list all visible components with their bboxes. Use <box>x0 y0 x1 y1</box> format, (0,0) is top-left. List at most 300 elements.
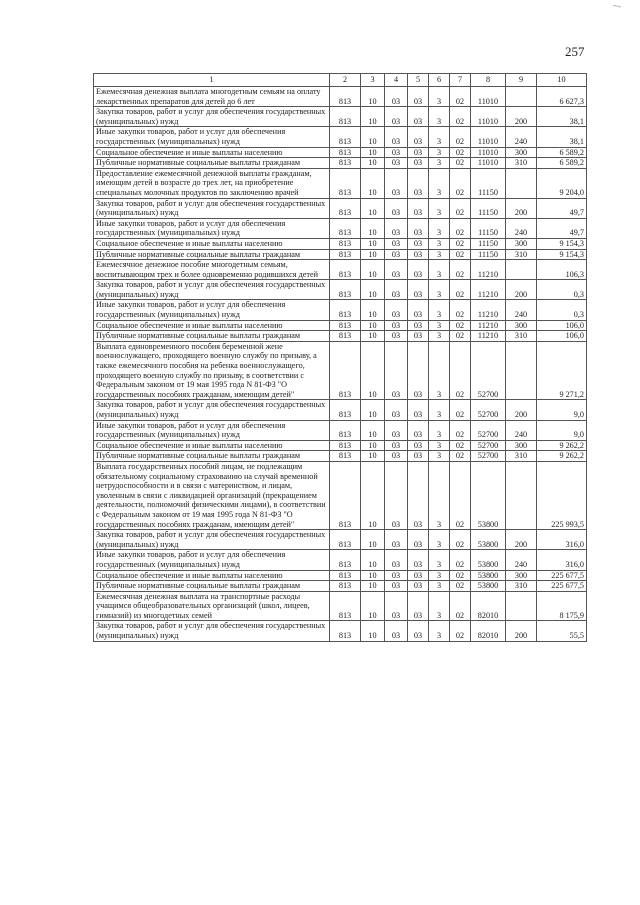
subprogram-code: 3 <box>429 249 450 260</box>
subprogram-code: 3 <box>429 300 450 320</box>
event-code: 02 <box>450 451 471 462</box>
table-row <box>94 87 587 107</box>
column-header-5: 5 <box>408 74 429 87</box>
subsection-code: 03 <box>385 260 408 280</box>
program-code: 03 <box>408 147 429 158</box>
row-name: Публичные нормативные социальные выплаты гражданам <box>94 331 330 342</box>
expense-type-code: 300 <box>506 147 537 158</box>
header-row <box>94 74 587 87</box>
direction-code: 11210 <box>471 331 506 342</box>
expense-type-code: 300 <box>506 238 537 249</box>
section-code: 10 <box>361 341 385 400</box>
ministry-code: 813 <box>330 420 361 440</box>
subsection-code: 03 <box>385 147 408 158</box>
row-name: Публичные нормативные социальные выплаты гражданам <box>94 581 330 592</box>
amount: 6 589,2 <box>537 147 587 158</box>
expense-type-code <box>506 260 537 280</box>
table-row <box>94 461 587 529</box>
direction-code: 53800 <box>471 570 506 581</box>
program-code: 03 <box>408 168 429 198</box>
amount: 9,0 <box>537 420 587 440</box>
table-row <box>94 260 587 280</box>
table-row <box>94 581 587 592</box>
direction-code: 52700 <box>471 400 506 420</box>
row-name: Социальное обеспечение и иные выплаты населению <box>94 320 330 331</box>
amount: 9,0 <box>537 400 587 420</box>
event-code: 02 <box>450 107 471 127</box>
direction-code: 52700 <box>471 440 506 451</box>
amount: 9 271,2 <box>537 341 587 400</box>
section-code: 10 <box>361 147 385 158</box>
program-code: 03 <box>408 107 429 127</box>
table-row <box>94 158 587 169</box>
expense-type-code: 240 <box>506 550 537 570</box>
event-code: 02 <box>450 550 471 570</box>
ministry-code: 813 <box>330 198 361 218</box>
event-code: 02 <box>450 218 471 238</box>
amount: 106,0 <box>537 320 587 331</box>
subsection-code: 03 <box>385 300 408 320</box>
table-row <box>94 451 587 462</box>
subprogram-code: 3 <box>429 550 450 570</box>
subsection-code: 03 <box>385 107 408 127</box>
row-name: Закупка товаров, работ и услуг для обеспечения государственных (муниципальных) нужд <box>94 280 330 300</box>
subprogram-code: 3 <box>429 158 450 169</box>
subprogram-code: 3 <box>429 621 450 641</box>
subprogram-code: 3 <box>429 127 450 147</box>
table-row <box>94 147 587 158</box>
program-code: 03 <box>408 341 429 400</box>
row-name: Иные закупки товаров, работ и услуг для обеспечения государственных (муниципальных) нужд <box>94 300 330 320</box>
table-row <box>94 341 587 400</box>
program-code: 03 <box>408 280 429 300</box>
section-code: 10 <box>361 550 385 570</box>
section-code: 10 <box>361 260 385 280</box>
row-name: Публичные нормативные социальные выплаты гражданам <box>94 249 330 260</box>
amount: 6 589,2 <box>537 158 587 169</box>
direction-code: 52700 <box>471 341 506 400</box>
program-code: 03 <box>408 570 429 581</box>
table-row <box>94 550 587 570</box>
expense-type-code: 300 <box>506 440 537 451</box>
direction-code: 11150 <box>471 218 506 238</box>
row-name: Социальное обеспечение и иные выплаты населению <box>94 147 330 158</box>
column-header-9: 9 <box>506 74 537 87</box>
event-code: 02 <box>450 530 471 550</box>
event-code: 02 <box>450 400 471 420</box>
program-code: 03 <box>408 451 429 462</box>
table-row <box>94 249 587 260</box>
amount: 316,0 <box>537 550 587 570</box>
row-name: Социальное обеспечение и иные выплаты населению <box>94 440 330 451</box>
column-header-8: 8 <box>471 74 506 87</box>
scan-corner-mark: ~- <box>613 1 621 11</box>
direction-code: 82010 <box>471 591 506 621</box>
subsection-code: 03 <box>385 198 408 218</box>
program-code: 03 <box>408 158 429 169</box>
expense-type-code <box>506 87 537 107</box>
ministry-code: 813 <box>330 107 361 127</box>
row-name: Закупка товаров, работ и услуг для обеспечения государственных (муниципальных) нужд <box>94 198 330 218</box>
subprogram-code: 3 <box>429 168 450 198</box>
subsection-code: 03 <box>385 400 408 420</box>
row-name: Закупка товаров, работ и услуг для обеспечения государственных (муниципальных) нужд <box>94 107 330 127</box>
expense-type-code: 300 <box>506 320 537 331</box>
event-code: 02 <box>450 581 471 592</box>
column-header-2: 2 <box>330 74 361 87</box>
event-code: 02 <box>450 168 471 198</box>
section-code: 10 <box>361 168 385 198</box>
event-code: 02 <box>450 341 471 400</box>
program-code: 03 <box>408 400 429 420</box>
expense-type-code: 310 <box>506 249 537 260</box>
subprogram-code: 3 <box>429 218 450 238</box>
direction-code: 11210 <box>471 300 506 320</box>
subsection-code: 03 <box>385 320 408 331</box>
amount: 0,3 <box>537 280 587 300</box>
program-code: 03 <box>408 260 429 280</box>
direction-code: 11150 <box>471 238 506 249</box>
expense-type-code: 200 <box>506 198 537 218</box>
program-code: 03 <box>408 218 429 238</box>
row-name: Закупка товаров, работ и услуг для обеспечения государственных (муниципальных) нужд <box>94 621 330 641</box>
amount: 106,3 <box>537 260 587 280</box>
table-row <box>94 168 587 198</box>
subprogram-code: 3 <box>429 440 450 451</box>
subsection-code: 03 <box>385 341 408 400</box>
expense-type-code: 200 <box>506 530 537 550</box>
table-row <box>94 300 587 320</box>
ministry-code: 813 <box>330 280 361 300</box>
direction-code: 11210 <box>471 280 506 300</box>
ministry-code: 813 <box>330 550 361 570</box>
subsection-code: 03 <box>385 280 408 300</box>
row-name: Ежемесячное денежное пособие многодетным семьям, воспитывающим трех и более одновременно родившихся детей <box>94 260 330 280</box>
direction-code: 11150 <box>471 249 506 260</box>
direction-code: 82010 <box>471 621 506 641</box>
table-row <box>94 400 587 420</box>
program-code: 03 <box>408 550 429 570</box>
subprogram-code: 3 <box>429 451 450 462</box>
section-code: 10 <box>361 238 385 249</box>
table-row <box>94 218 587 238</box>
subprogram-code: 3 <box>429 238 450 249</box>
subsection-code: 03 <box>385 331 408 342</box>
table-body <box>94 87 587 642</box>
ministry-code: 813 <box>330 341 361 400</box>
program-code: 03 <box>408 621 429 641</box>
amount: 225 677,5 <box>537 570 587 581</box>
program-code: 03 <box>408 238 429 249</box>
event-code: 02 <box>450 147 471 158</box>
row-name: Выплата единовременного пособия беременной жене военнослужащего, проходящего военную службу по призыву, а также ежемесячного пособия на ребенка военнослужащего, проходящего военную службу по призыву, в соответствии с Федеральным законом от 19 мая 1995 года N 81-ФЗ "О государственных пособиях гражданам, имеющим детей" <box>94 341 330 400</box>
event-code: 02 <box>450 249 471 260</box>
column-header-6: 6 <box>429 74 450 87</box>
subprogram-code: 3 <box>429 420 450 440</box>
row-name: Ежемесячная денежная выплата на транспортные расходы учащимся общеобразовательных организаций (школ, лицеев, гимназий) из многодетных семей <box>94 591 330 621</box>
event-code: 02 <box>450 570 471 581</box>
event-code: 02 <box>450 158 471 169</box>
section-code: 10 <box>361 581 385 592</box>
section-code: 10 <box>361 280 385 300</box>
amount: 9 154,3 <box>537 238 587 249</box>
ministry-code: 813 <box>330 127 361 147</box>
subsection-code: 03 <box>385 238 408 249</box>
row-name: Иные закупки товаров, работ и услуг для обеспечения государственных (муниципальных) нужд <box>94 550 330 570</box>
amount: 225 677,5 <box>537 581 587 592</box>
section-code: 10 <box>361 249 385 260</box>
ministry-code: 813 <box>330 238 361 249</box>
table-row <box>94 570 587 581</box>
amount: 225 993,5 <box>537 461 587 529</box>
direction-code: 53800 <box>471 550 506 570</box>
table-row <box>94 280 587 300</box>
event-code: 02 <box>450 591 471 621</box>
row-name: Социальное обеспечение и иные выплаты населению <box>94 570 330 581</box>
row-name: Иные закупки товаров, работ и услуг для обеспечения государственных (муниципальных) нужд <box>94 420 330 440</box>
column-header-10: 10 <box>537 74 587 87</box>
program-code: 03 <box>408 87 429 107</box>
subsection-code: 03 <box>385 158 408 169</box>
expense-type-code: 200 <box>506 621 537 641</box>
program-code: 03 <box>408 420 429 440</box>
direction-code: 53800 <box>471 461 506 529</box>
subsection-code: 03 <box>385 168 408 198</box>
expense-type-code: 200 <box>506 400 537 420</box>
row-name: Ежемесячная денежная выплата многодетным семьям на оплату лекарственных препаратов для детей до 6 лет <box>94 87 330 107</box>
direction-code: 53800 <box>471 581 506 592</box>
section-code: 10 <box>361 107 385 127</box>
table-row <box>94 127 587 147</box>
program-code: 03 <box>408 300 429 320</box>
subprogram-code: 3 <box>429 198 450 218</box>
expense-type-code: 200 <box>506 107 537 127</box>
ministry-code: 813 <box>330 400 361 420</box>
amount: 49,7 <box>537 198 587 218</box>
expense-type-code: 310 <box>506 331 537 342</box>
subprogram-code: 3 <box>429 591 450 621</box>
expense-type-code: 200 <box>506 280 537 300</box>
expense-type-code <box>506 341 537 400</box>
direction-code: 53800 <box>471 530 506 550</box>
expense-type-code: 310 <box>506 451 537 462</box>
expense-type-code <box>506 591 537 621</box>
section-code: 10 <box>361 320 385 331</box>
expense-type-code <box>506 168 537 198</box>
ministry-code: 813 <box>330 451 361 462</box>
section-code: 10 <box>361 440 385 451</box>
section-code: 10 <box>361 420 385 440</box>
subsection-code: 03 <box>385 530 408 550</box>
event-code: 02 <box>450 621 471 641</box>
direction-code: 11210 <box>471 260 506 280</box>
table-row <box>94 198 587 218</box>
event-code: 02 <box>450 260 471 280</box>
subsection-code: 03 <box>385 127 408 147</box>
amount: 0,3 <box>537 300 587 320</box>
table-row <box>94 331 587 342</box>
subsection-code: 03 <box>385 550 408 570</box>
table-row <box>94 591 587 621</box>
subsection-code: 03 <box>385 87 408 107</box>
expense-type-code: 240 <box>506 218 537 238</box>
column-header-4: 4 <box>385 74 408 87</box>
expense-type-code: 240 <box>506 300 537 320</box>
table-row <box>94 530 587 550</box>
ministry-code: 813 <box>330 249 361 260</box>
direction-code: 11010 <box>471 147 506 158</box>
column-header-7: 7 <box>450 74 471 87</box>
subprogram-code: 3 <box>429 530 450 550</box>
expense-type-code: 240 <box>506 127 537 147</box>
amount: 38,1 <box>537 107 587 127</box>
subsection-code: 03 <box>385 218 408 238</box>
program-code: 03 <box>408 530 429 550</box>
table-row <box>94 440 587 451</box>
ministry-code: 813 <box>330 260 361 280</box>
amount: 55,5 <box>537 621 587 641</box>
section-code: 10 <box>361 451 385 462</box>
section-code: 10 <box>361 331 385 342</box>
program-code: 03 <box>408 249 429 260</box>
section-code: 10 <box>361 300 385 320</box>
direction-code: 11150 <box>471 198 506 218</box>
subsection-code: 03 <box>385 440 408 451</box>
table-row <box>94 107 587 127</box>
event-code: 02 <box>450 127 471 147</box>
section-code: 10 <box>361 621 385 641</box>
event-code: 02 <box>450 238 471 249</box>
subprogram-code: 3 <box>429 320 450 331</box>
event-code: 02 <box>450 300 471 320</box>
event-code: 02 <box>450 331 471 342</box>
subsection-code: 03 <box>385 570 408 581</box>
subsection-code: 03 <box>385 591 408 621</box>
ministry-code: 813 <box>330 530 361 550</box>
event-code: 02 <box>450 198 471 218</box>
amount: 9 154,3 <box>537 249 587 260</box>
subsection-code: 03 <box>385 581 408 592</box>
table-row <box>94 238 587 249</box>
program-code: 03 <box>408 320 429 331</box>
row-name: Выплата государственных пособий лицам, не подлежащим обязательному социальному страхованию на случай временной нетрудоспособности и в связи с материнством, и лицам, уволенным в связи с ликвидацией организаций (прекращением деятельности, полномочий физическими лицами), в соответствии с Федеральным законом от 19 мая 1995 года N 81-ФЗ "О государственных пособиях гражданам, имеющим детей" <box>94 461 330 529</box>
amount: 9 204,0 <box>537 168 587 198</box>
ministry-code: 813 <box>330 570 361 581</box>
program-code: 03 <box>408 440 429 451</box>
budget-table <box>93 73 587 642</box>
amount: 38,1 <box>537 127 587 147</box>
amount: 8 175,9 <box>537 591 587 621</box>
subsection-code: 03 <box>385 451 408 462</box>
section-code: 10 <box>361 87 385 107</box>
event-code: 02 <box>450 440 471 451</box>
ministry-code: 813 <box>330 581 361 592</box>
subprogram-code: 3 <box>429 570 450 581</box>
subprogram-code: 3 <box>429 581 450 592</box>
ministry-code: 813 <box>330 320 361 331</box>
subprogram-code: 3 <box>429 280 450 300</box>
direction-code: 11150 <box>471 168 506 198</box>
expense-type-code: 310 <box>506 581 537 592</box>
table-row <box>94 320 587 331</box>
subsection-code: 03 <box>385 420 408 440</box>
section-code: 10 <box>361 127 385 147</box>
expense-type-code: 300 <box>506 570 537 581</box>
expense-type-code: 240 <box>506 420 537 440</box>
direction-code: 11210 <box>471 320 506 331</box>
column-header-1: 1 <box>94 74 330 87</box>
table-row <box>94 621 587 641</box>
row-name: Публичные нормативные социальные выплаты гражданам <box>94 451 330 462</box>
ministry-code: 813 <box>330 158 361 169</box>
direction-code: 52700 <box>471 420 506 440</box>
row-name: Предоставление ежемесячной денежной выплаты гражданам, имеющим детей в возрасте до трех лет, на приобретение специальных молочных продуктов по заключению врачей <box>94 168 330 198</box>
section-code: 10 <box>361 158 385 169</box>
subprogram-code: 3 <box>429 461 450 529</box>
event-code: 02 <box>450 87 471 107</box>
subsection-code: 03 <box>385 249 408 260</box>
section-code: 10 <box>361 198 385 218</box>
section-code: 10 <box>361 591 385 621</box>
event-code: 02 <box>450 461 471 529</box>
amount: 9 262,2 <box>537 440 587 451</box>
table-row <box>94 420 587 440</box>
event-code: 02 <box>450 420 471 440</box>
section-code: 10 <box>361 400 385 420</box>
direction-code: 52700 <box>471 451 506 462</box>
direction-code: 11010 <box>471 127 506 147</box>
amount: 316,0 <box>537 530 587 550</box>
ministry-code: 813 <box>330 440 361 451</box>
column-header-3: 3 <box>361 74 385 87</box>
ministry-code: 813 <box>330 591 361 621</box>
section-code: 10 <box>361 218 385 238</box>
subprogram-code: 3 <box>429 147 450 158</box>
expense-type-code <box>506 461 537 529</box>
program-code: 03 <box>408 331 429 342</box>
expense-type-code: 310 <box>506 158 537 169</box>
page-number: 257 <box>565 44 585 59</box>
program-code: 03 <box>408 127 429 147</box>
section-code: 10 <box>361 570 385 581</box>
row-name: Иные закупки товаров, работ и услуг для обеспечения государственных (муниципальных) нужд <box>94 218 330 238</box>
amount: 49,7 <box>537 218 587 238</box>
subsection-code: 03 <box>385 461 408 529</box>
section-code: 10 <box>361 530 385 550</box>
amount: 9 262,2 <box>537 451 587 462</box>
amount: 106,0 <box>537 331 587 342</box>
direction-code: 11010 <box>471 87 506 107</box>
program-code: 03 <box>408 581 429 592</box>
program-code: 03 <box>408 198 429 218</box>
row-name: Иные закупки товаров, работ и услуг для обеспечения государственных (муниципальных) нужд <box>94 127 330 147</box>
subprogram-code: 3 <box>429 331 450 342</box>
ministry-code: 813 <box>330 218 361 238</box>
subprogram-code: 3 <box>429 107 450 127</box>
ministry-code: 813 <box>330 621 361 641</box>
ministry-code: 813 <box>330 147 361 158</box>
row-name: Закупка товаров, работ и услуг для обеспечения государственных (муниципальных) нужд <box>94 530 330 550</box>
amount: 6 627,3 <box>537 87 587 107</box>
section-code: 10 <box>361 461 385 529</box>
subsection-code: 03 <box>385 621 408 641</box>
subprogram-code: 3 <box>429 87 450 107</box>
row-name: Социальное обеспечение и иные выплаты населению <box>94 238 330 249</box>
ministry-code: 813 <box>330 168 361 198</box>
event-code: 02 <box>450 280 471 300</box>
row-name: Публичные нормативные социальные выплаты гражданам <box>94 158 330 169</box>
subprogram-code: 3 <box>429 260 450 280</box>
